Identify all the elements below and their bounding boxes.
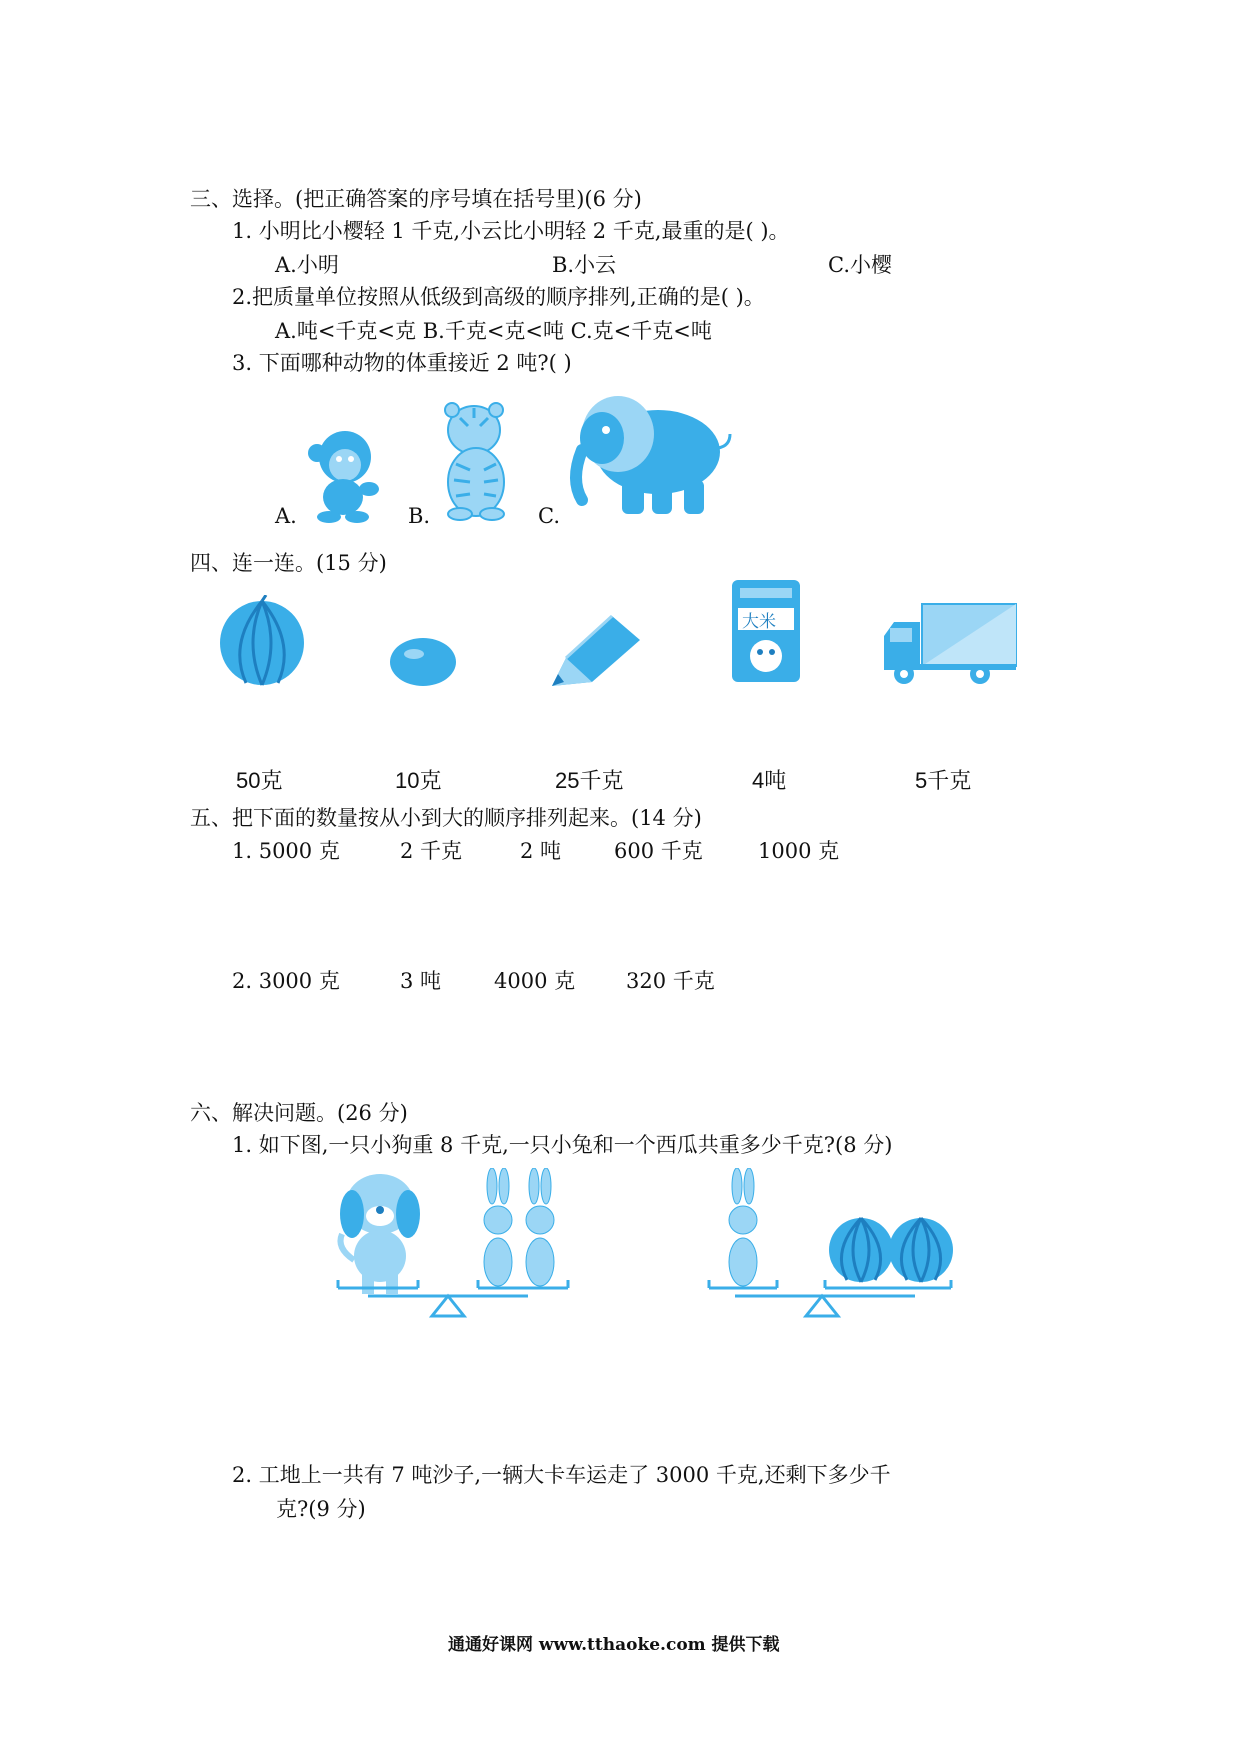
s5-row2-item2: 3 吨 xyxy=(400,969,442,993)
weight-label-5: 5千克 xyxy=(915,768,972,793)
s5-row2-item3: 4000 克 xyxy=(494,969,576,993)
dog-icon xyxy=(340,1174,420,1294)
q2-options: A.吨<千克<克 B.千克<克<吨 C.克<千克<吨 xyxy=(275,319,712,343)
s5-row1-item4: 600 千克 xyxy=(614,839,703,863)
q1-option-a: A.小明 xyxy=(275,253,339,277)
pencil-icon xyxy=(548,610,644,690)
q1-option-b: B.小云 xyxy=(552,253,617,277)
footer-credit: 通通好课网 www.tthaoke.com 提供下载 xyxy=(448,1635,780,1655)
balance-dog-rabbits xyxy=(328,1168,578,1318)
q1-option-c: C.小樱 xyxy=(828,253,892,277)
s5-row1-item1: 1. 5000 克 xyxy=(232,839,340,863)
q3-text: 3. 下面哪种动物的体重接近 2 吨?( ) xyxy=(232,351,572,375)
section5-title: 五、把下面的数量按从小到大的顺序排列起来。(14 分) xyxy=(190,806,702,830)
q3-label-a: A. xyxy=(275,504,297,528)
rice-bag-label: 大米 xyxy=(742,612,776,631)
q3-label-c: C. xyxy=(538,504,560,528)
tiger-icon xyxy=(430,400,522,522)
watermelon-icon xyxy=(829,1218,893,1282)
s6-q2-line2: 克?(9 分) xyxy=(276,1497,366,1521)
s5-row2-item4: 320 千克 xyxy=(626,969,715,993)
rabbit-icon xyxy=(729,1168,757,1286)
balance-rabbit-watermelons xyxy=(705,1168,955,1318)
q3-label-b: B. xyxy=(408,504,431,528)
q1-text: 1. 小明比小樱轻 1 千克,小云比小明轻 2 千克,最重的是( )。 xyxy=(232,219,790,243)
truck-icon xyxy=(880,600,1020,688)
s5-row1-item3: 2 吨 xyxy=(520,839,562,863)
section4-title: 四、连一连。(15 分) xyxy=(190,551,387,575)
s5-row1-item5: 1000 克 xyxy=(758,839,840,863)
s5-row1-item2: 2 千克 xyxy=(400,839,463,863)
section3-title: 三、选择。(把正确答案的序号填在括号里)(6 分) xyxy=(190,187,642,211)
weight-label-1: 50克 xyxy=(236,768,283,793)
rabbit-icon xyxy=(526,1168,554,1286)
elephant-icon xyxy=(560,390,735,520)
monkey-icon xyxy=(297,425,389,525)
watermelon-icon xyxy=(889,1218,953,1282)
s5-row2-item1: 2. 3000 克 xyxy=(232,969,340,993)
s6-q2-line1: 2. 工地上一共有 7 吨沙子,一辆大卡车运走了 3000 千克,还剩下多少千 xyxy=(232,1463,891,1487)
q2-text: 2.把质量单位按照从低级到高级的顺序排列,正确的是( )。 xyxy=(232,285,765,309)
rabbit-icon xyxy=(484,1168,512,1286)
weight-label-2: 10克 xyxy=(395,768,442,793)
weight-label-3: 25千克 xyxy=(555,768,624,793)
s6-q1-text: 1. 如下图,一只小狗重 8 千克,一只小兔和一个西瓜共重多少千克?(8 分) xyxy=(232,1133,893,1157)
watermelon-icon xyxy=(218,595,306,687)
egg-icon xyxy=(388,636,458,688)
section6-title: 六、解决问题。(26 分) xyxy=(190,1101,408,1125)
weight-label-4: 4吨 xyxy=(752,768,787,793)
